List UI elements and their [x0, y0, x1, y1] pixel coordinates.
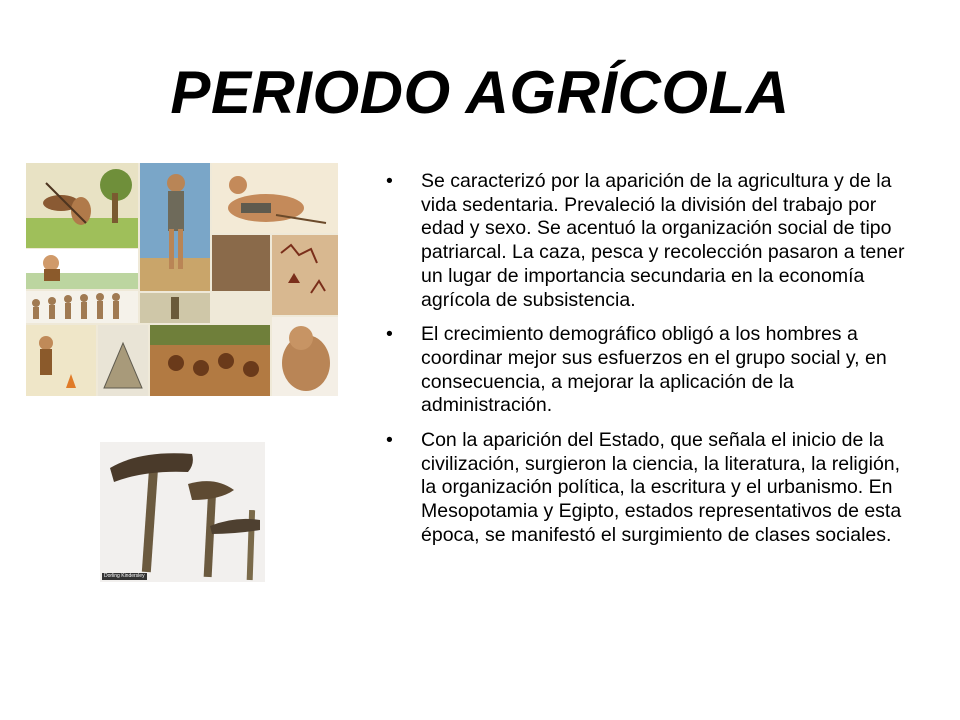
bullet-item	[386, 323, 916, 418]
bullet-icon: •	[386, 170, 393, 192]
collage-illustration	[26, 163, 338, 396]
prehistoric-collage-image	[26, 163, 338, 396]
bullet-text: El crecimiento demográfico obligó a los hombres a coordinar mejor sus esfuerzos en el grupo social y, en consecuencia, a mejorar la aplicación de la administración.	[421, 323, 887, 417]
bullet-list	[386, 170, 916, 559]
tools-illustration	[100, 442, 265, 582]
bullet-item	[386, 170, 916, 312]
bullet-icon: •	[386, 323, 393, 346]
slide-title: PERIODO AGRÍCOLA	[170, 59, 790, 126]
bullet-text: Con la aparición del Estado, que señala el inicio de la civilización, surgieron la ciencia, la literatura, la religión, la organización política, la escritura y el urbanismo. En Mesopotamia y Egipto, estados representativos de esta época, se manifestó el surgimiento de clases sociales.	[421, 429, 902, 546]
bullet-item	[386, 429, 916, 548]
bullet-icon: •	[386, 429, 393, 452]
watermark-label: Dorling Kindersley	[104, 573, 145, 579]
stone-tools-image	[100, 442, 265, 582]
bullet-text: Se caracterizó por la aparición de la agricultura y de la vida sedentaria. Prevaleció la división del trabajo por edad y sexo. Se acentuó la organización social de tipo patriarcal. La caza, pesca y recolección pasaron a tener un lugar de importancia secundaria en la economía agrícola de subsistencia.	[421, 170, 905, 311]
